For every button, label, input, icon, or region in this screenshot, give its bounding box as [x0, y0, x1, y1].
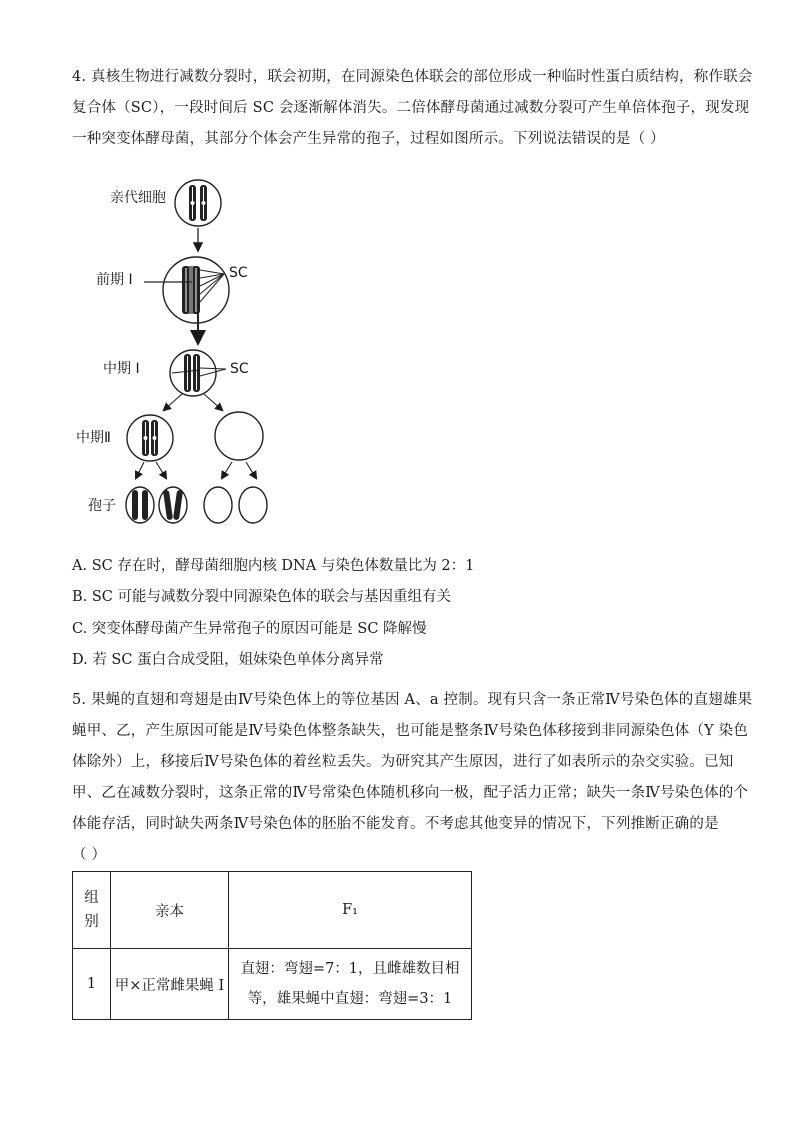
question-5-line: （ ）	[72, 847, 107, 863]
header-parents: 亲本	[111, 872, 229, 949]
question-4-line: 复合体（SC），一段时间后 SC 会逐渐解体消失。二倍体酵母菌通过减数分裂可产生单倍体孢子，现发现	[72, 100, 750, 116]
table-row	[73, 949, 472, 1020]
label-parent-cell: 亲代细胞	[110, 190, 166, 206]
spore-empty-2	[239, 487, 267, 523]
option-b: B. SC 可能与减数分裂中同源染色体的联会与基因重组有关	[72, 589, 452, 605]
metaphase-1-cell	[170, 350, 226, 396]
question-4-stem	[72, 62, 753, 155]
arrow	[136, 462, 144, 478]
meiosis-diagram	[72, 170, 302, 530]
option-c: C. 突变体酵母菌产生异常孢子的原因可能是 SC 降解慢	[72, 621, 427, 637]
cell-f1: 直翅：弯翅=7：1，且雌雄数目相 等，雄果蝇中直翅：弯翅=3：1	[229, 949, 472, 1020]
header-f1: F₁	[229, 872, 472, 949]
spore-empty-1	[204, 487, 232, 523]
question-5-line: 体能存活，同时缺失两条Ⅳ号染色体的胚胎不能发育。不考虑其他变异的情况下，下列推断正确的是	[72, 816, 719, 832]
arrow	[164, 394, 182, 410]
question-5-stem	[72, 685, 753, 871]
metaphase-2-cell-left	[127, 415, 173, 461]
question-5-line: 体除外）上，移接后Ⅳ号染色体的着丝粒丢失。为研究其产生原因，进行了如表所示的杂交实验。已知	[72, 754, 734, 770]
label-prophase-1: 前期 I	[96, 272, 133, 288]
arrow	[246, 462, 256, 478]
label-spores: 孢子	[88, 498, 116, 514]
cross-experiment-table	[72, 871, 472, 1020]
spore-abnormal-2	[159, 487, 187, 523]
label-metaphase-1: 中期 I	[103, 361, 140, 377]
parent-cell	[175, 180, 221, 226]
option-a: A. SC 存在时，酵母菌细胞内核 DNA 与染色体数量比为 2：1	[72, 558, 475, 574]
cell-group: 1	[73, 949, 111, 1020]
label-sc-metaphase: SC	[230, 361, 249, 377]
cell-parents: 甲×正常雌果蝇 I	[111, 949, 229, 1020]
label-metaphase-2: 中期Ⅱ	[76, 430, 111, 446]
question-4-line: 一种突变体酵母菌，其部分个体会产生异常的孢子，过程如图所示。下列说法错误的是（ ）	[72, 131, 665, 147]
question-5-line: 5. 果蝇的直翅和弯翅是由Ⅳ号染色体上的等位基因 A、a 控制。现有只含一条正常Ⅳ号染色体的直翅雄果	[72, 692, 753, 708]
header-group: 组别	[73, 872, 111, 949]
metaphase-2-cell-right	[215, 412, 263, 460]
spore-abnormal-1	[126, 487, 154, 523]
table-header-row	[73, 872, 472, 949]
label-sc-prophase: SC	[229, 265, 248, 281]
question-5-line: 甲、乙在减数分裂时，这条正常的Ⅳ号常染色体随机移向一极，配子活力正常；缺失一条Ⅳ号染色体的个	[72, 785, 749, 801]
arrow	[156, 462, 166, 478]
prophase-1-cell	[144, 257, 229, 323]
question-4-line: 4. 真核生物进行减数分裂时，联会初期，在同源染色体联会的部位形成一种临时性蛋白质结构，称作联会	[72, 69, 753, 85]
question-5-line: 蝇甲、乙，产生原因可能是Ⅳ号染色体整条缺失，也可能是整条Ⅳ号染色体移接到非同源染色体（Y 染色	[72, 723, 749, 739]
arrow	[204, 394, 222, 410]
arrow	[222, 462, 232, 478]
option-d: D. 若 SC 蛋白合成受阻，姐妹染色单体分离异常	[72, 652, 384, 668]
